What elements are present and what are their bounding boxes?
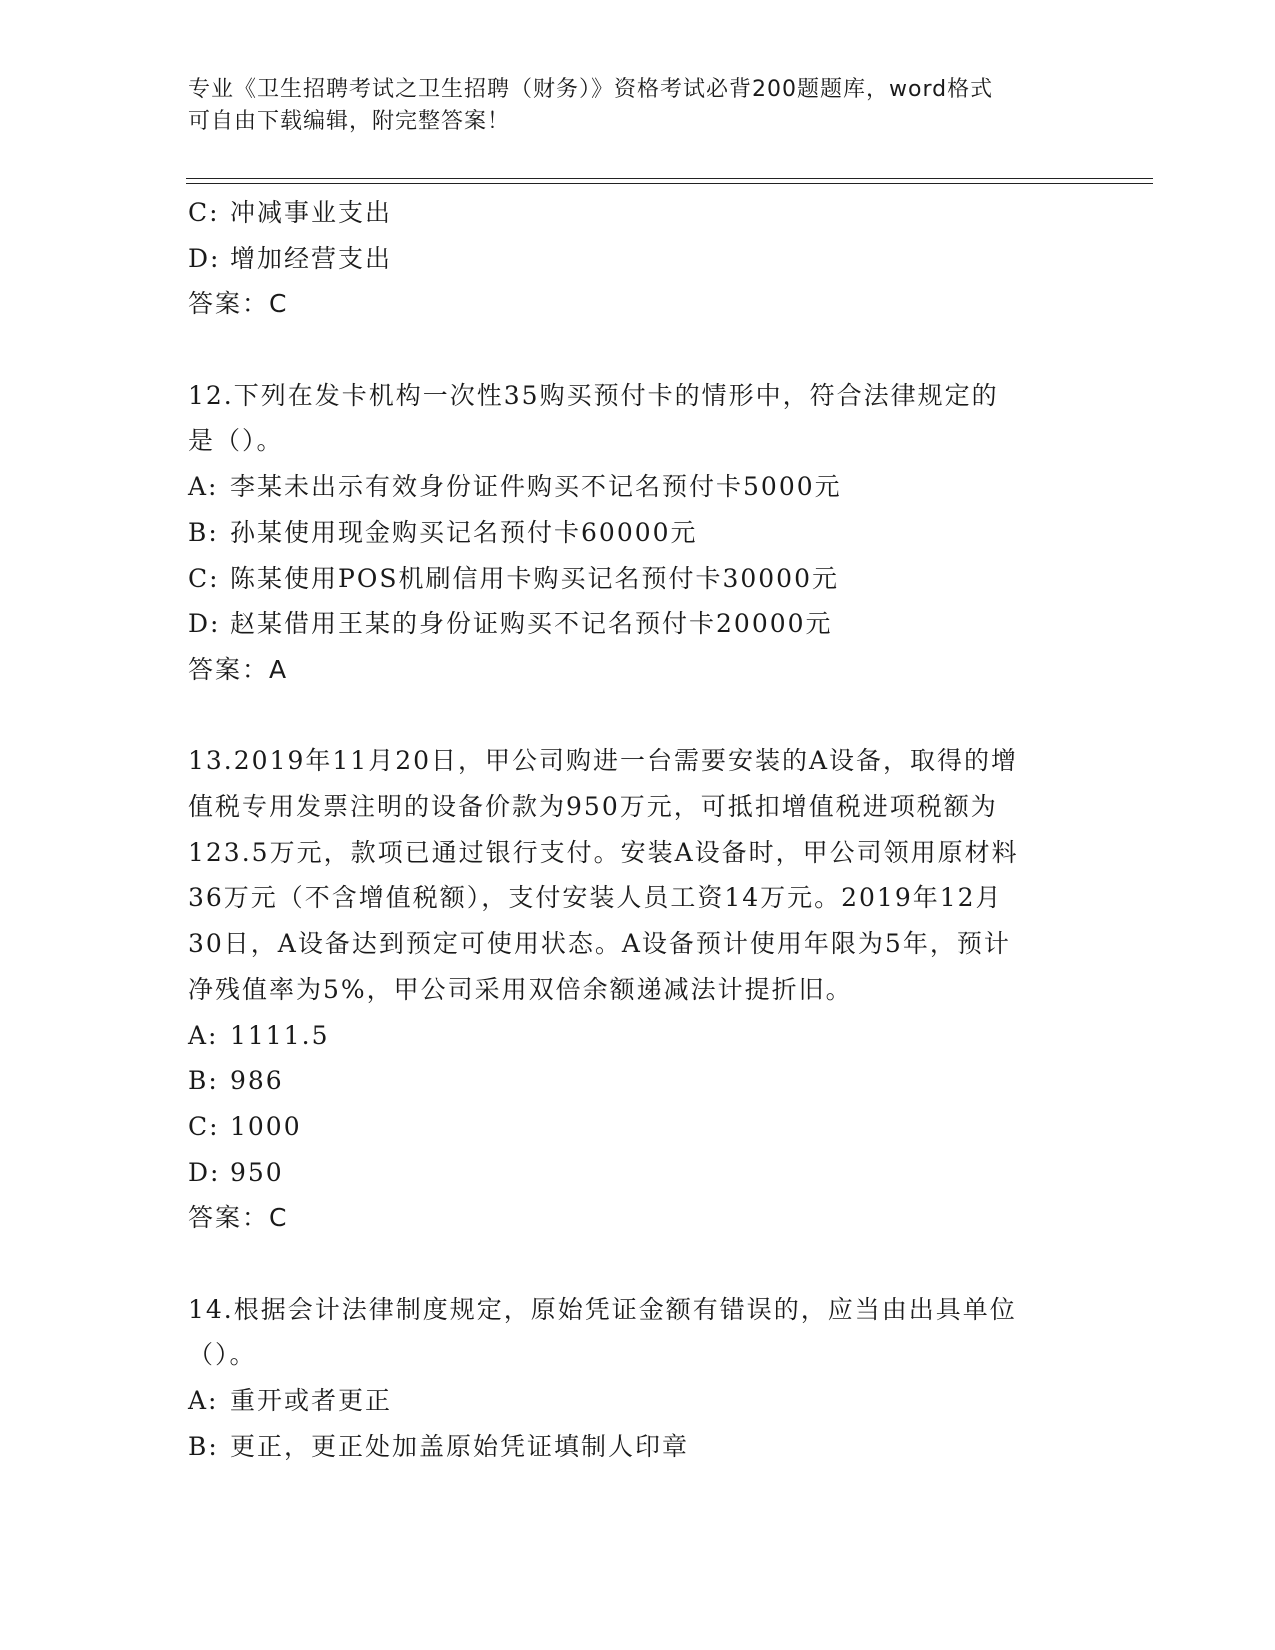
option-a bbox=[188, 1378, 1088, 1424]
option-text: 1111.5 bbox=[230, 1020, 330, 1050]
answer-line: 答案：A bbox=[188, 654, 289, 684]
option-letter: C: bbox=[188, 563, 220, 593]
answer-line: 答案：C bbox=[188, 1203, 289, 1233]
question-13-text: 13.2019年11月20日，甲公司购进一台需要安装的A设备，取得的增 值税专用发票注明的设备价款为950万元，可抵扣增值税进项税额为 123.5万元，款项已通过银行支付。安装A设备时，甲公司领用原材料 36万元（不含增值税额），支付安装人员工资14万元。2019年12月 30日，A设备达到预定可使用状态。A设备预计使用年限为5年，预计 净残值率为5%，甲公司采用双倍余额递减法计提折旧。 bbox=[188, 746, 1019, 1004]
option-text: 孙某使用现金购买记名预付卡60000元 bbox=[230, 517, 698, 547]
header-divider-bottom bbox=[186, 183, 1153, 184]
option-a bbox=[188, 1013, 1088, 1059]
option-c bbox=[188, 1104, 1088, 1150]
option-c bbox=[188, 190, 1088, 236]
header-line-2: 可自由下载编辑，附完整答案！ bbox=[188, 109, 511, 134]
option-d bbox=[188, 601, 1088, 647]
question-12-text: 12.下列在发卡机构一次性35购买预付卡的情形中，符合法律规定的 是（）。 bbox=[188, 380, 999, 456]
option-text: 李某未出示有效身份证件购买不记名预付卡5000元 bbox=[230, 472, 842, 502]
option-text: 陈某使用POS机刷信用卡购买记名预付卡30000元 bbox=[230, 563, 839, 593]
option-letter: C: bbox=[188, 1111, 220, 1141]
option-text: 950 bbox=[230, 1157, 284, 1187]
option-letter: C: bbox=[188, 198, 220, 227]
option-letter: D: bbox=[188, 1157, 221, 1187]
option-d bbox=[188, 1150, 1088, 1196]
answer-line: 答案：C bbox=[188, 289, 289, 319]
header-line-1: 专业《卫生招聘考试之卫生招聘（财务）》资格考试必背200题题库，word格式 bbox=[188, 77, 994, 102]
document-body bbox=[188, 190, 1088, 1469]
option-letter: A: bbox=[188, 1020, 219, 1050]
option-text: 1000 bbox=[230, 1111, 302, 1141]
option-text: 重开或者更正 bbox=[230, 1386, 393, 1416]
option-b bbox=[188, 1424, 1088, 1470]
option-letter: B: bbox=[188, 1431, 219, 1461]
option-d bbox=[188, 236, 1088, 282]
option-letter: A: bbox=[188, 1386, 219, 1416]
page-header bbox=[188, 74, 1088, 138]
option-letter: B: bbox=[188, 517, 219, 547]
question-14-text: 14.根据会计法律制度规定，原始凭证金额有错误的，应当由出具单位 （）。 bbox=[188, 1294, 1017, 1370]
option-letter: D: bbox=[188, 243, 221, 273]
option-text: 增加经营支出 bbox=[230, 243, 393, 273]
option-text: 冲减事业支出 bbox=[230, 198, 393, 227]
option-text: 更正，更正处加盖原始凭证填制人印章 bbox=[230, 1431, 690, 1461]
option-letter: A: bbox=[188, 472, 219, 502]
option-a bbox=[188, 464, 1088, 510]
option-c bbox=[188, 556, 1088, 602]
option-b bbox=[188, 510, 1088, 556]
option-letter: D: bbox=[188, 609, 221, 639]
option-b bbox=[188, 1058, 1088, 1104]
option-text: 986 bbox=[230, 1066, 284, 1096]
option-text: 赵某借用王某的身份证购买不记名预付卡20000元 bbox=[230, 609, 833, 639]
header-divider-top bbox=[186, 178, 1153, 179]
option-letter: B: bbox=[188, 1066, 219, 1096]
